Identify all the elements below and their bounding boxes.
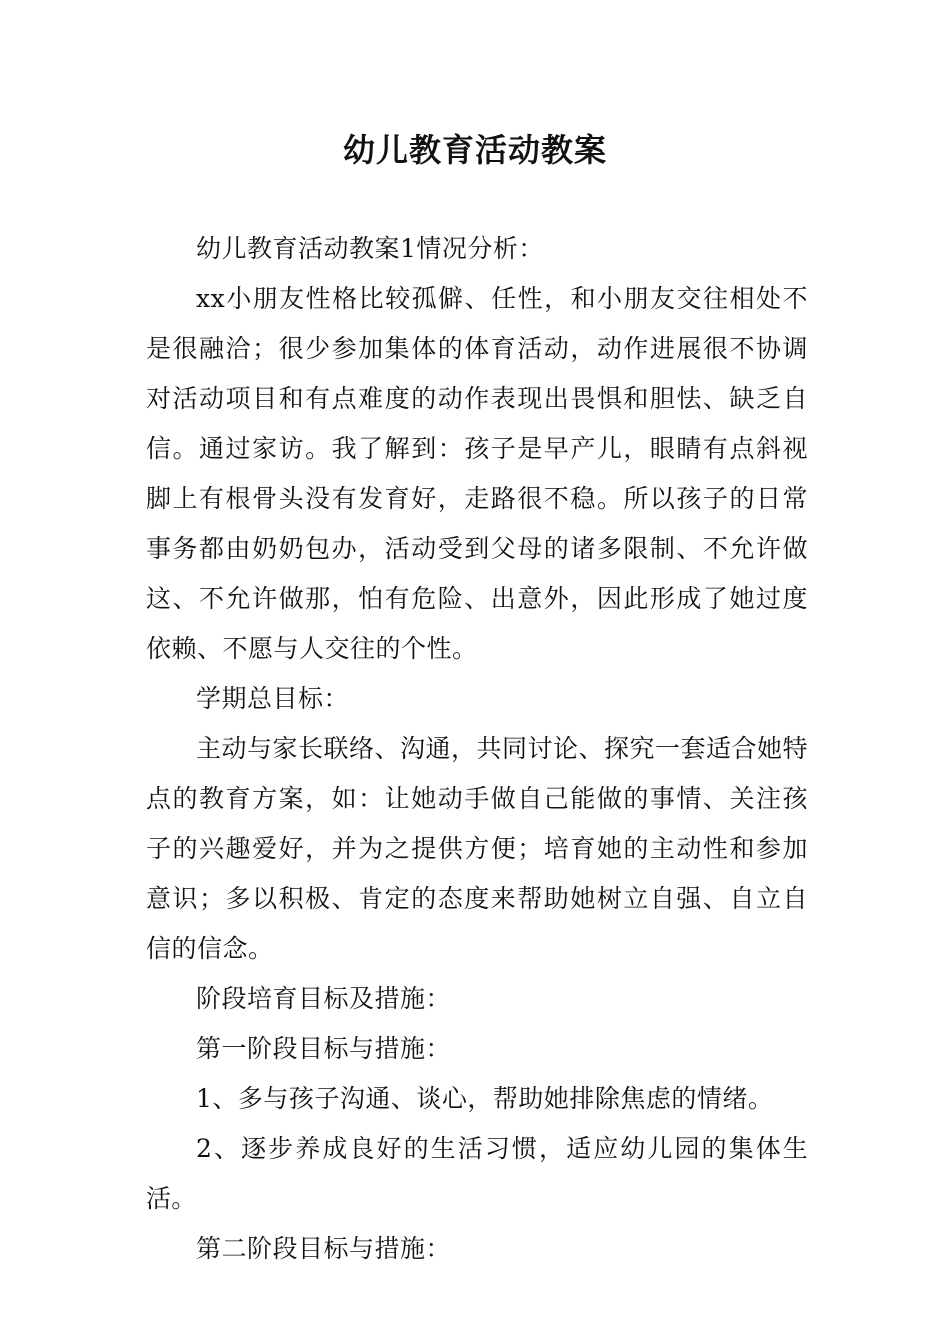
document-body	[146, 224, 808, 1274]
paragraph-semester-goal: 主动与家长联络、沟通，共同讨论、探究一套适合她特点的教育方案，如：让她动手做自己能做的事情、关注孩子的兴趣爱好，并为之提供方便；培育她的主动性和参加意识；多以积极、肯定的态度来帮助她树立自强、自立自信的信念。	[146, 734, 809, 963]
paragraph-stage-two-heading: 第二阶段目标与措施：	[196, 1234, 452, 1263]
paragraph-stage-one-item-2: 2、逐步养成良好的生活习惯，适应幼儿园的集体生活。	[146, 1134, 808, 1213]
paragraph-stage-one-item-1: 1、多与孩子沟通、谈心，帮助她排除焦虑的情绪。	[196, 1084, 774, 1113]
document-title: 幼儿教育活动教案	[342, 131, 607, 169]
paragraph-stage-goals-heading: 阶段培育目标及措施：	[196, 984, 452, 1013]
paragraph-situation-heading: 幼儿教育活动教案1情况分析：	[196, 234, 544, 263]
paragraph-situation-analysis: xx小朋友性格比较孤僻、任性，和小朋友交往相处不是很融洽；很少参加集体的体育活动，动作进展很不协调对活动项目和有点难度的动作表现出畏惧和胆怯、缺乏自信。通过家访。我了解到：孩子是早产儿，眼睛有点斜视脚上有根骨头没有发育好，走路很不稳。所以孩子的日常事务都由奶奶包办，活动受到父母的诸多限制、不允许做这、不允许做那，怕有危险、出意外，因此形成了她过度依赖、不愿与人交往的个性。	[146, 284, 808, 663]
paragraph-semester-goal-heading: 学期总目标：	[196, 684, 350, 713]
paragraph-stage-one-heading: 第一阶段目标与措施：	[196, 1034, 452, 1063]
